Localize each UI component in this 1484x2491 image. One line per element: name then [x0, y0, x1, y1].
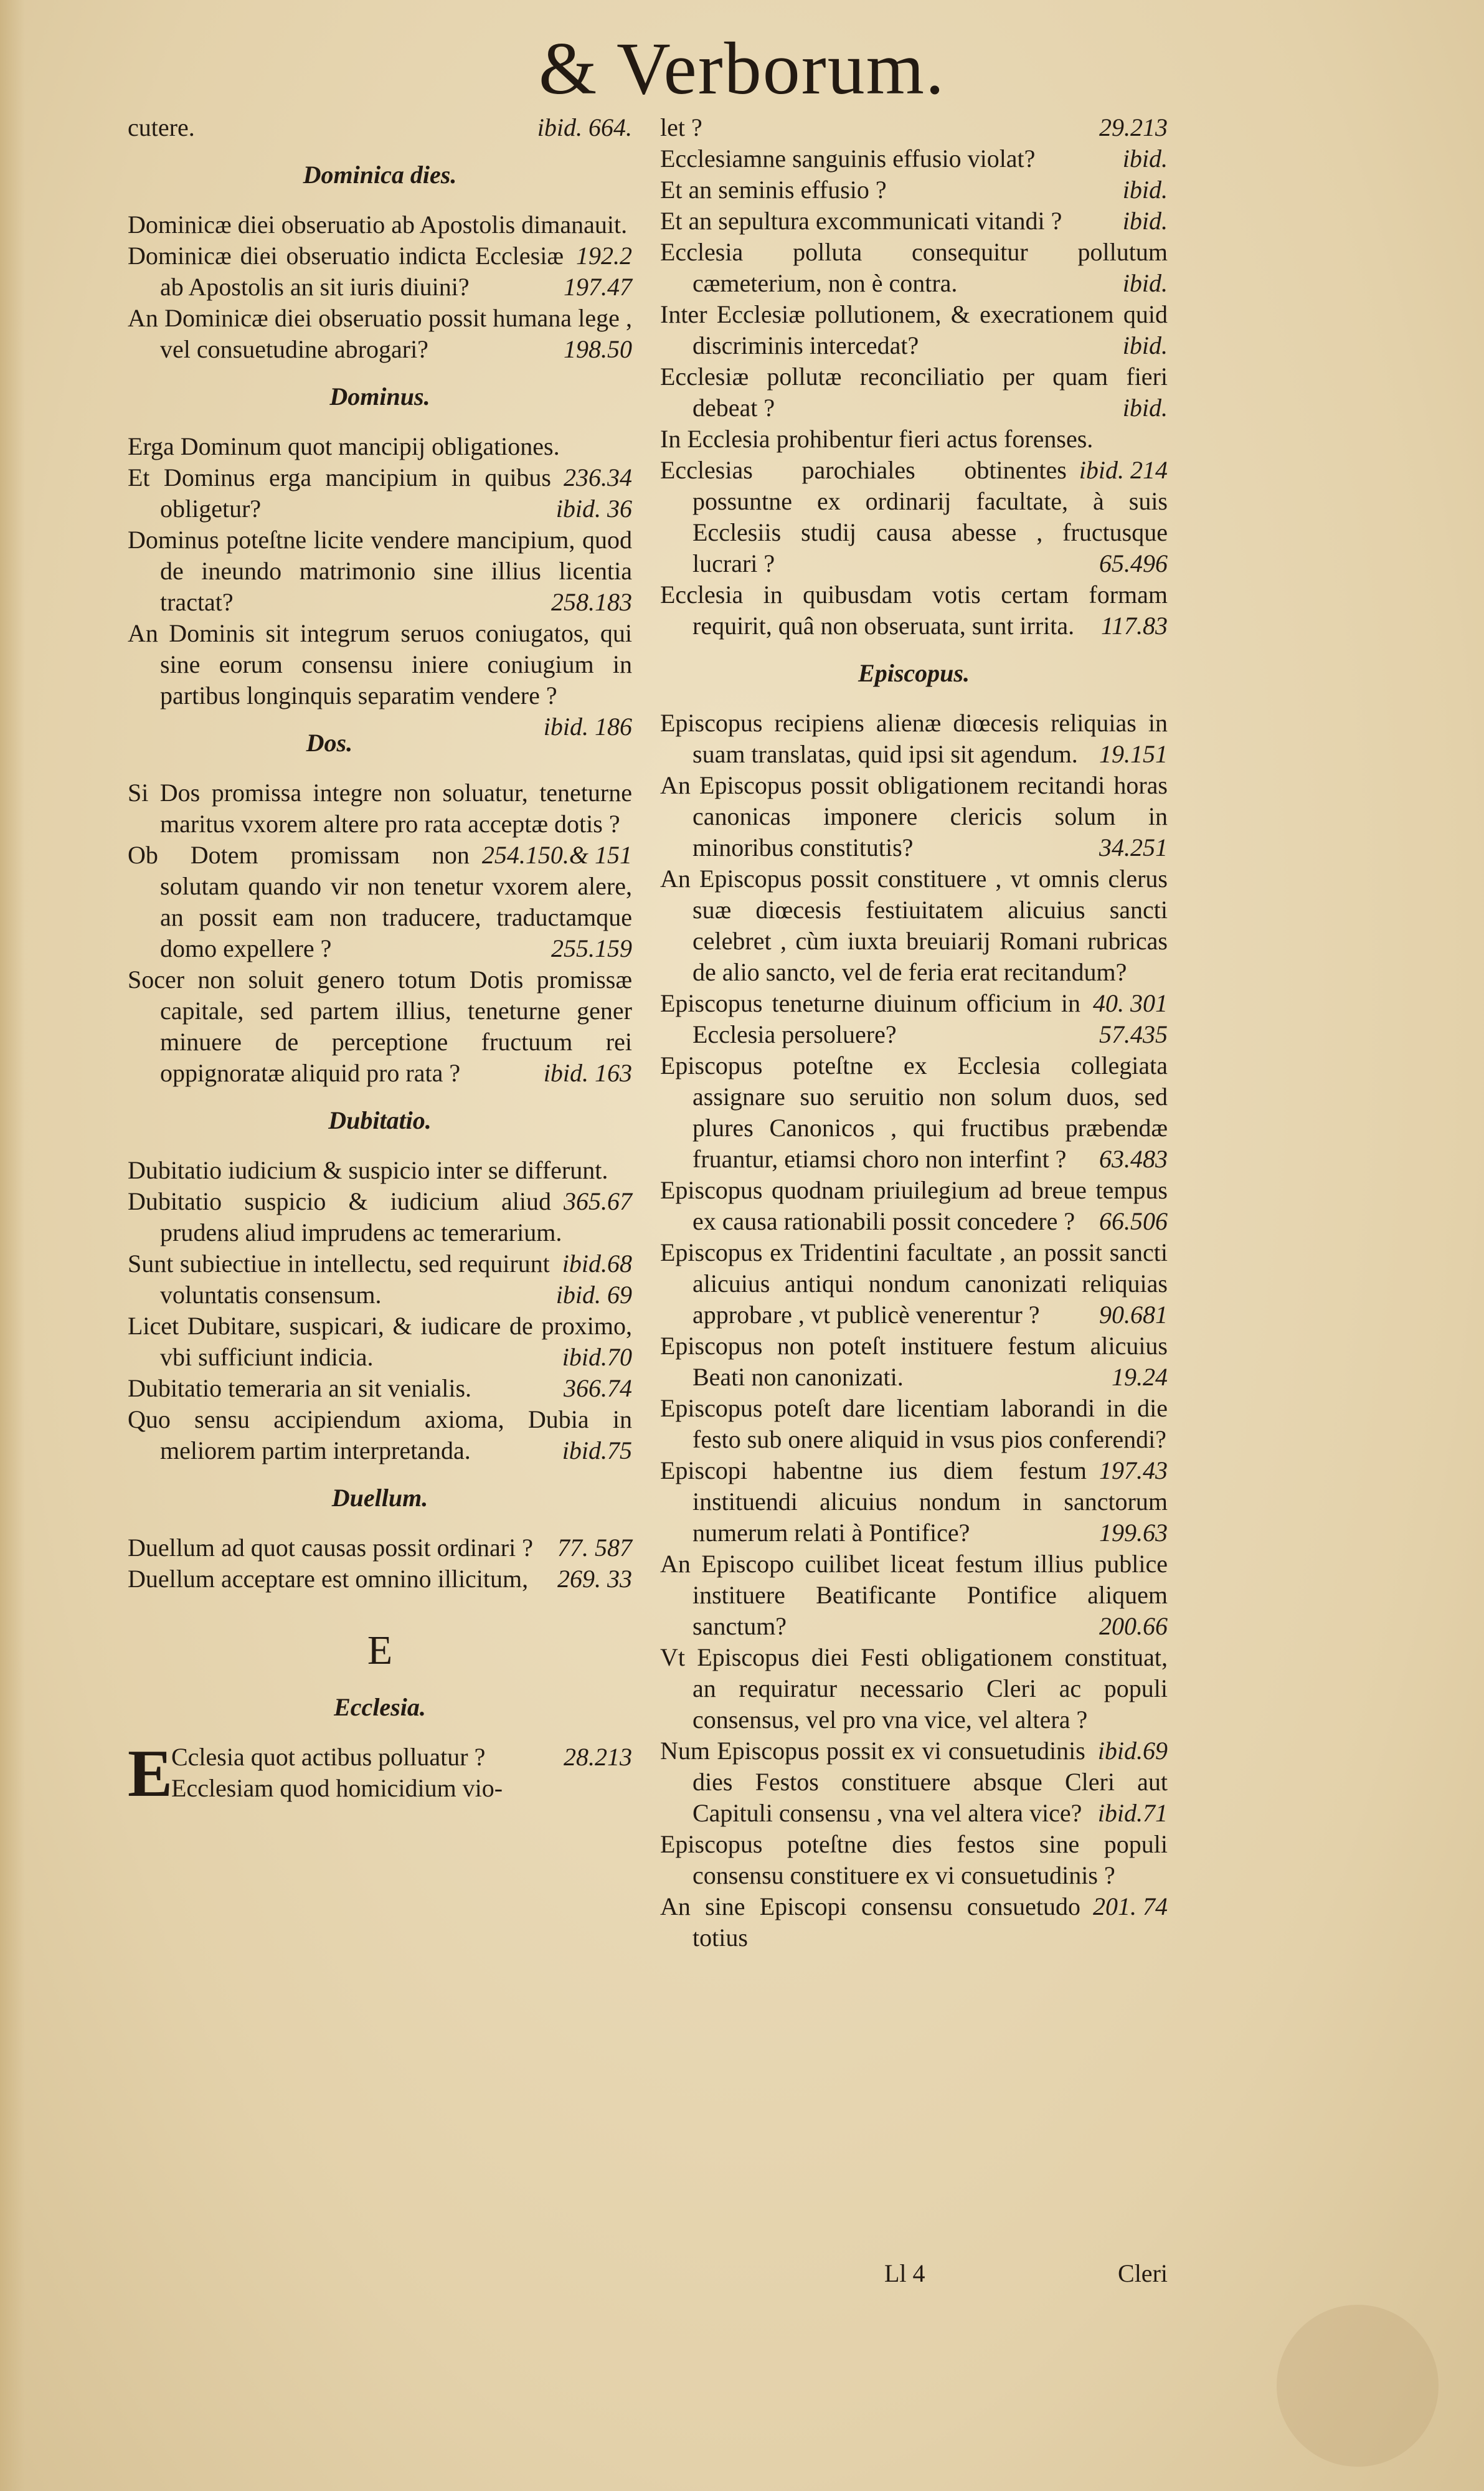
index-entry [128, 840, 632, 964]
entry-text: Cclesia quot actibus polluatur ? [171, 1743, 486, 1771]
page-reference: ibid.68 [562, 1250, 632, 1278]
page-reference: ibid.69 [1097, 1737, 1168, 1765]
entry-text: let ? [660, 113, 702, 141]
right-column [660, 112, 1168, 1953]
index-entry [128, 777, 632, 869]
index-entry [128, 240, 632, 303]
index-entry [660, 1175, 1168, 1237]
entry-text: Ecclesia in quibusdam votis certam formam requirit, quâ non obseruata, sunt irrita. [660, 581, 1168, 640]
entry-text: Erga Dominum quot mancipij obligationes. [128, 432, 560, 460]
page-reference: 200.66 [1099, 1612, 1168, 1640]
index-entry [660, 237, 1168, 299]
index-entry [128, 209, 632, 270]
page-reference: 269. 33 [557, 1565, 632, 1593]
entry-text: Ecclesias parochiales obtinentes possuntne ex ordinarij facultate, à suis Ecclesiis studij causa abesse , fructusque lucrari ? [660, 456, 1168, 577]
page-reference: ibid. 214 [1079, 456, 1168, 484]
page-reference: ibid. 69 [555, 1281, 632, 1309]
index-entry [660, 1331, 1168, 1393]
page-reference: 198.50 [564, 335, 632, 363]
index-entry [128, 1737, 632, 1811]
index-entry [660, 361, 1168, 424]
entry-text: cutere. [128, 113, 195, 141]
page-reference: 192.2 [576, 242, 632, 270]
entry-text: Licet Dubitare, suspicari, & iudicare de proximo, vbi sufficiunt indicia. [128, 1312, 632, 1371]
paper-stain [1277, 2305, 1439, 2467]
page-reference: ibid. [1122, 176, 1168, 204]
index-entry [128, 1155, 632, 1215]
section-heading: Dubitatio. [328, 1106, 432, 1134]
page-reference: 63.483 [1099, 1145, 1168, 1173]
page-reference: 255.159 [551, 934, 632, 962]
index-entry [660, 112, 1168, 143]
section-heading: Ecclesia. [334, 1693, 426, 1721]
entry-text: Episcopus teneturne diuinum officium in Ecclesia persoluere? [660, 989, 1080, 1048]
page-reference: ibid. 36 [555, 495, 632, 523]
index-entry [660, 1891, 1168, 1953]
index-entry [660, 988, 1168, 1050]
page-reference: 19.24 [1112, 1363, 1168, 1391]
section-heading: Dominus. [329, 382, 430, 410]
index-entry [128, 1373, 632, 1404]
page-reference: 65.496 [1099, 549, 1168, 577]
entry-text: Episcopus ex Tridentini facultate , an possit sancti alicuius antiqui nondum canonizati reliquias approbare , vt publicè venerentur ? [660, 1238, 1168, 1329]
index-entry [660, 770, 1168, 863]
entry-text: Episcopus quodnam priuilegium ad breue tempus ex causa rationabili possit concedere ? [660, 1176, 1168, 1235]
entry-text: An Episcopus possit constituere , vt omnis clerus suæ diœcesis festiuitatem alicuius sancti celebret , cùm iuxta breuiarij Romani rubricas de alio sancto, vel de feria erat recitandum? [660, 865, 1168, 986]
section-heading: Dominica dies. [303, 161, 457, 189]
entry-text: An Episcopus possit obligationem recitandi horas canonicas imponere clericis solum in minoribus constitutis? [660, 771, 1168, 861]
page-reference: ibid. [1122, 394, 1168, 422]
section-heading: Duellum. [331, 1484, 428, 1512]
entry-text: Dominicæ diei obseruatio ab Apostolis dimanauit. [128, 211, 628, 239]
entry-text: In Ecclesia prohibentur fieri actus forenses. [660, 425, 1094, 453]
index-entry [660, 708, 1168, 770]
page-reference: 197.43 [1099, 1456, 1168, 1484]
index-entry [128, 1311, 632, 1373]
index-entry [128, 462, 632, 524]
page-reference: ibid. 163 [543, 1059, 632, 1087]
page-reference: 57.435 [1099, 1020, 1168, 1048]
page-reference: ibid.71 [1097, 1799, 1168, 1827]
page-reference: 366.74 [564, 1374, 632, 1402]
page-reference: ibid.70 [562, 1343, 632, 1371]
entry-text: Sunt subiectiue in intellectu, sed requirunt voluntatis consensum. [128, 1250, 550, 1309]
index-entry [660, 1829, 1168, 1920]
entry-text: Dubitatio suspicio & iudicium aliud prudens aliud imprudens ac temerarium. [128, 1187, 562, 1246]
entry-text: Dominus poteſtne licite vendere mancipium, quod de ineundo matrimonio sine illius licentia tractat? [128, 526, 632, 616]
entry-text: Episcopus recipiens alienæ diœcesis reliquias in suam translatas, quid ipsi sit agendum. [660, 709, 1168, 768]
page-reference: 29.213 [1099, 113, 1168, 141]
entry-text: Dubitatio temeraria an sit venialis. [128, 1374, 472, 1402]
section-heading: Episcopus. [858, 659, 970, 687]
entry-text: Episcopus poteſt dare licentiam laborandi in die festo sub onere aliquid in vsus pios conferendi? [660, 1394, 1168, 1453]
entry-text: Episcopi habentne ius diem festum instituendi alicuius nondum in sanctorum numerum relati à Pontifice? [660, 1456, 1168, 1547]
entry-text: Duellum ad quot causas possit ordinari ? [128, 1534, 533, 1562]
index-entry [128, 1404, 632, 1466]
page-reference: ibid. [1122, 145, 1168, 173]
page-reference: 254.150.& 151 [481, 841, 632, 869]
page-reference: ibid. [1122, 331, 1168, 359]
entry-text: An Episcopo cuilibet liceat festum illius publice instituere Beatificante Pontifice aliquem sanctum? [660, 1550, 1168, 1640]
index-entry [128, 618, 632, 741]
index-entry [660, 206, 1168, 237]
page-reference: 236.34 [564, 463, 632, 491]
entry-text: Dubitatio iudicium & suspicio inter se differunt. [128, 1156, 608, 1184]
page-reference: 117.83 [1100, 612, 1168, 640]
index-entry [660, 863, 1168, 1017]
index-entry [660, 579, 1168, 642]
index-entry [660, 1642, 1168, 1765]
entry-text: Ecclesiæ pollutæ reconciliatio per quam fieri debeat ? [660, 363, 1168, 422]
entry-text: Et an sepultura excommunicati vitandi ? [660, 207, 1062, 235]
index-entry [660, 1549, 1168, 1642]
index-entry [660, 174, 1168, 206]
entry-text: Et Dominus erga mancipium in quibus obligetur? [128, 463, 551, 523]
page-reference: 258.183 [551, 588, 632, 616]
index-entry [128, 1532, 632, 1563]
page-reference: 34.251 [1099, 833, 1168, 861]
index-entry [128, 1248, 632, 1311]
entry-text: An sine Episcopi consensu consuetudo totius [660, 1892, 1080, 1952]
page-reference: ibid.75 [562, 1436, 632, 1464]
page-reference: ibid. [1122, 207, 1168, 235]
index-entry [660, 299, 1168, 361]
index-entry [128, 112, 632, 143]
page-edge-shadow [0, 0, 25, 2491]
entry-text: Num Episcopus possit ex vi consuetudinis dies Festos constituere absque Cleri aut Capituli consensu , vna vel altera vice? [660, 1737, 1168, 1827]
page-reference: 365.67 [564, 1187, 632, 1215]
index-entry [660, 424, 1168, 484]
index-entry [128, 1563, 632, 1595]
entry-text: Vt Episcopus diei Festi obligationem constituat, an requiratur necessario Cleri ac populi consensus, vel pro vna vice, vel altera ? [660, 1643, 1168, 1734]
page-reference: 19.151 [1099, 740, 1168, 768]
entry-text: Quo sensu accipiendum axioma, Dubia in meliorem partim interpretanda. [128, 1405, 632, 1464]
page-reference: 66.506 [1099, 1207, 1168, 1235]
entry-continuation: Ecclesiam quod homicidium vio- [171, 1774, 503, 1802]
index-entry [660, 1393, 1168, 1484]
entry-text: Episcopus poteſtne ex Ecclesia collegiata assignare suo seruitio non solum duos, sed plures Canonicos , qui fructibus præbendæ fruantur, etiamsi choro non interfint ? [660, 1051, 1168, 1173]
entry-text: Episcopus non poteſt instituere festum alicuius Beati non canonizati. [660, 1332, 1168, 1391]
page-reference: 199.63 [1099, 1519, 1168, 1547]
page-reference: 90.681 [1099, 1301, 1168, 1329]
page-reference: ibid. [1122, 269, 1168, 297]
entry-text: Ecclesiamne sanguinis effusio violat? [660, 145, 1036, 173]
page-reference: 201. 74 [1093, 1892, 1168, 1920]
page-reference: 197.47 [564, 273, 632, 301]
index-entry [660, 143, 1168, 174]
left-column [128, 112, 632, 1811]
index-entry [128, 431, 632, 491]
entry-text: Duellum acceptare est omnino illicitum, [128, 1565, 529, 1593]
signature-mark: Ll 4 [884, 2259, 925, 2287]
drop-cap: E [128, 1737, 173, 1811]
entry-text: Ecclesia polluta consequitur pollutum cæmeterium, non è contra. [660, 238, 1168, 297]
section-heading: Dos. [306, 729, 353, 757]
index-entry [660, 1455, 1168, 1549]
index-entry [128, 964, 632, 1089]
page-title: & Verborum. [538, 27, 946, 110]
page-reference: ibid. 186 [543, 713, 632, 741]
alphabet-letter-heading: E [367, 1628, 393, 1673]
entry-text: Dominicæ diei obseruatio indicta Ecclesiæ ab Apostolis an sit iuris diuini? [128, 242, 564, 301]
index-entry [128, 303, 632, 365]
index-entry [660, 1237, 1168, 1331]
entry-text: An Dominicæ diei obseruatio possit humana lege , vel consuetudine abrogari? [128, 304, 632, 363]
entry-text: Et an seminis effusio ? [660, 176, 887, 204]
page-reference: 77. 587 [557, 1534, 632, 1562]
page-reference: 40. 301 [1093, 989, 1168, 1017]
entry-text: Episcopus poteſtne dies festos sine populi consensu constituere ex vi consuetudinis ? [660, 1830, 1168, 1889]
entry-text: Si Dos promissa integre non soluatur, teneturne maritus vxorem altere pro rata acceptæ dotis ? [128, 779, 632, 838]
entry-text: An Dominis sit integrum seruos coniugatos, qui sine eorum consensu iniere coniugium in partibus longinquis separatim vendere ? [128, 619, 632, 709]
entry-text: Inter Ecclesiæ pollutionem, & execrationem quid discriminis intercedat? [660, 300, 1168, 359]
index-entry [660, 455, 1168, 579]
catchword: Cleri [1118, 2259, 1168, 2287]
index-entry [660, 1735, 1168, 1829]
page-reference: ibid. 664. [537, 113, 632, 141]
page-reference: 28.213 [564, 1743, 632, 1771]
entry-text: Socer non soluit genero totum Dotis promissæ capitale, sed partem illius, teneturne gener minuere de perceptione fructuum rei oppignoratæ aliquid pro rata ? [128, 966, 632, 1087]
entry-text: Ob Dotem promissam non solutam quando vir non tenetur vxorem alere, an possit eam non traducere, traductamque domo expellere ? [128, 841, 632, 962]
index-entry [660, 1050, 1168, 1175]
index-entry [128, 524, 632, 618]
index-entry [128, 1186, 632, 1278]
